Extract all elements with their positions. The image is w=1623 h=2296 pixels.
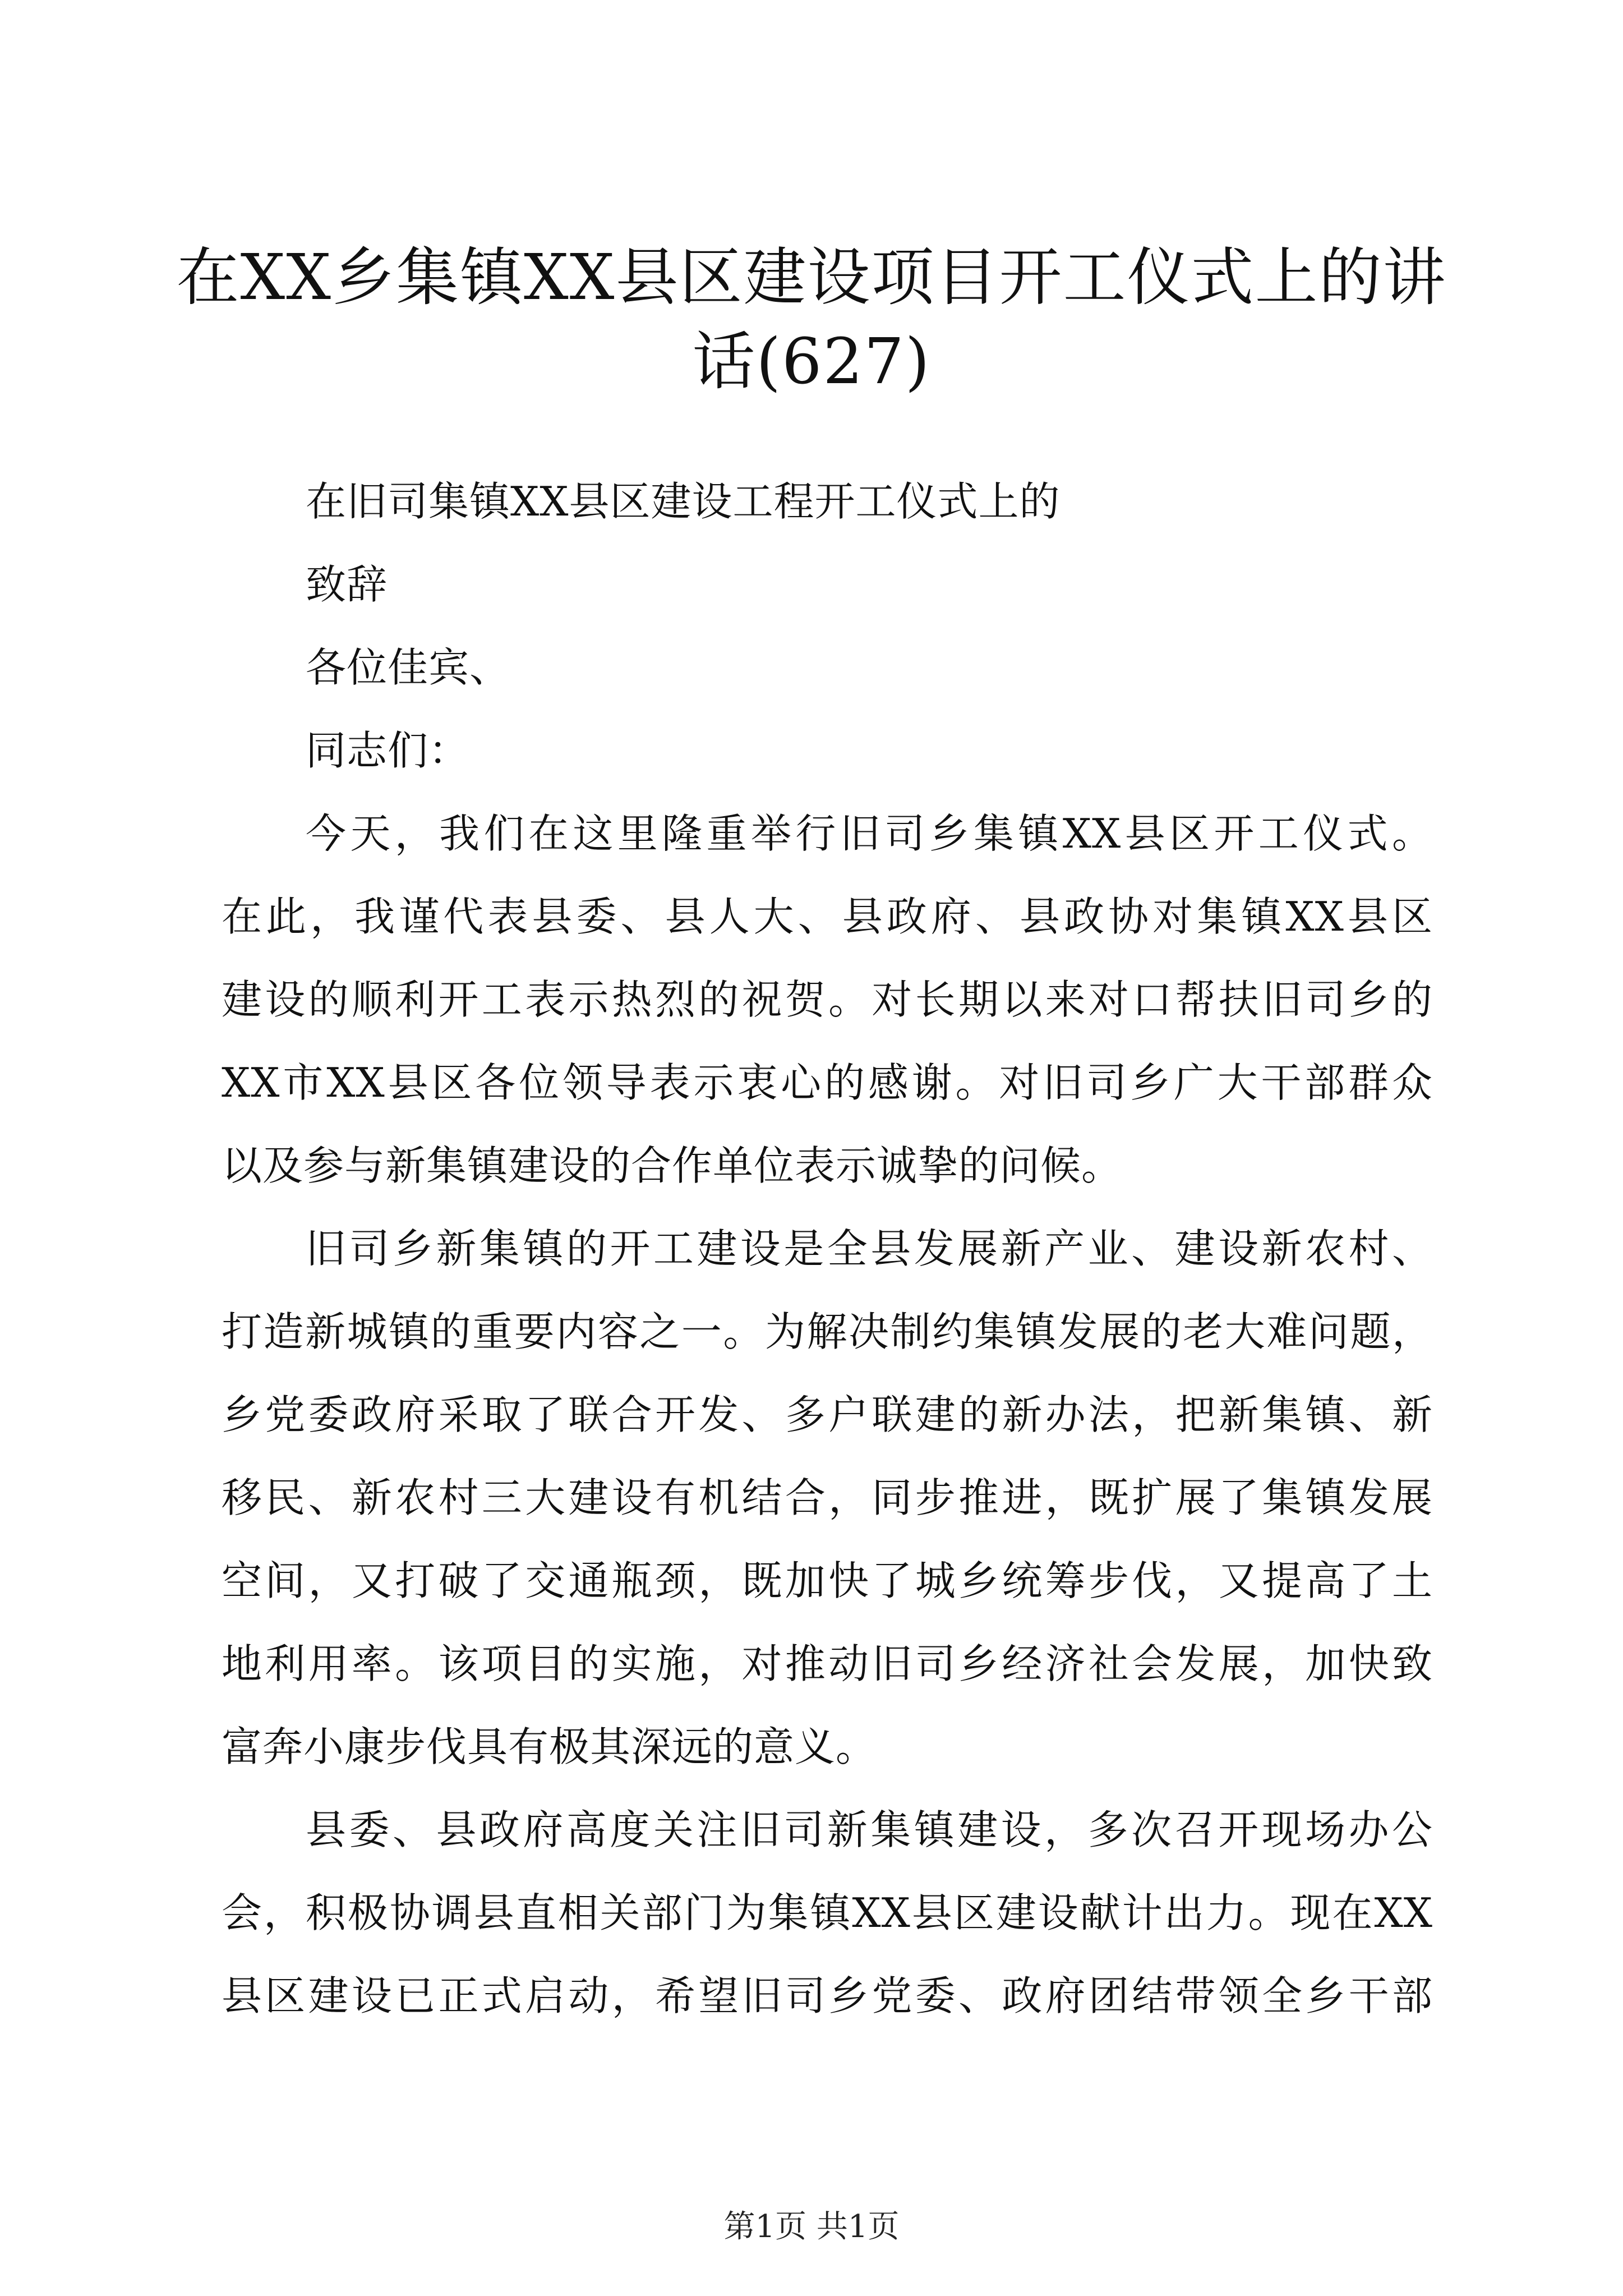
paragraph-2-line-6: 地利用率。该项目的实施，对推动旧司乡经济社会发展，加快致 — [222, 1640, 1433, 1687]
paragraph-1-line-4: XX市XX县区各位领导表示衷心的感谢。对旧司乡广大干部群众 — [222, 1059, 1433, 1106]
document-body — [222, 460, 1433, 2037]
paragraph-2-line-2: 打造新城镇的重要内容之一。为解决制约集镇发展的老大难问题， — [222, 1308, 1433, 1355]
speech-heading-line-2: 致辞 — [306, 561, 388, 608]
speech-heading-line-1: 在旧司集镇XX县区建设工程开工仪式上的 — [306, 478, 1061, 525]
paragraph-2-line-4: 移民、新农村三大建设有机结合，同步推进，既扩展了集镇发展 — [222, 1474, 1433, 1521]
paragraph-1-line-1: 今天，我们在这里隆重举行旧司乡集镇XX县区开工仪式。 — [306, 810, 1433, 857]
paragraph-2-line-3: 乡党委政府采取了联合开发、多户联建的新办法，把新集镇、新 — [222, 1391, 1433, 1438]
paragraph-2-line-1: 旧司乡新集镇的开工建设是全县发展新产业、建设新农村、 — [306, 1225, 1433, 1272]
salutation-line-2: 同志们： — [306, 727, 470, 774]
salutation-line-1: 各位佳宾、 — [306, 644, 511, 691]
paragraph-1-line-2: 在此，我谨代表县委、县人大、县政府、县政协对集镇XX县区 — [222, 893, 1433, 940]
paragraph-2-line-7: 富奔小康步伐具有极其深远的意义。 — [222, 1723, 877, 1770]
paragraph-3-line-2: 会，积极协调县直相关部门为集镇XX县区建设献计出力。现在XX — [222, 1889, 1433, 1936]
page-footer: 第1页 共1页 — [723, 2208, 900, 2245]
paragraph-3-line-3: 县区建设已正式启动，希望旧司乡党委、政府团结带领全乡干部 — [222, 1972, 1433, 2019]
paragraph-2-line-5: 空间，又打破了交通瓶颈，既加快了城乡统筹步伐，又提高了土 — [222, 1557, 1433, 1604]
paragraph-3-line-1: 县委、县政府高度关注旧司新集镇建设，多次召开现场办公 — [306, 1806, 1433, 1853]
title-line-2: 话(627) — [692, 325, 931, 398]
paragraph-1-line-5: 以及参与新集镇建设的合作单位表示诚挚的问候。 — [222, 1142, 1123, 1189]
document-title — [168, 236, 1455, 404]
title-line-1: 在XX乡集镇XX县区建设项目开工仪式上的讲 — [176, 241, 1447, 314]
paragraph-1-line-3: 建设的顺利开工表示热烈的祝贺。对长期以来对口帮扶旧司乡的 — [222, 976, 1433, 1023]
